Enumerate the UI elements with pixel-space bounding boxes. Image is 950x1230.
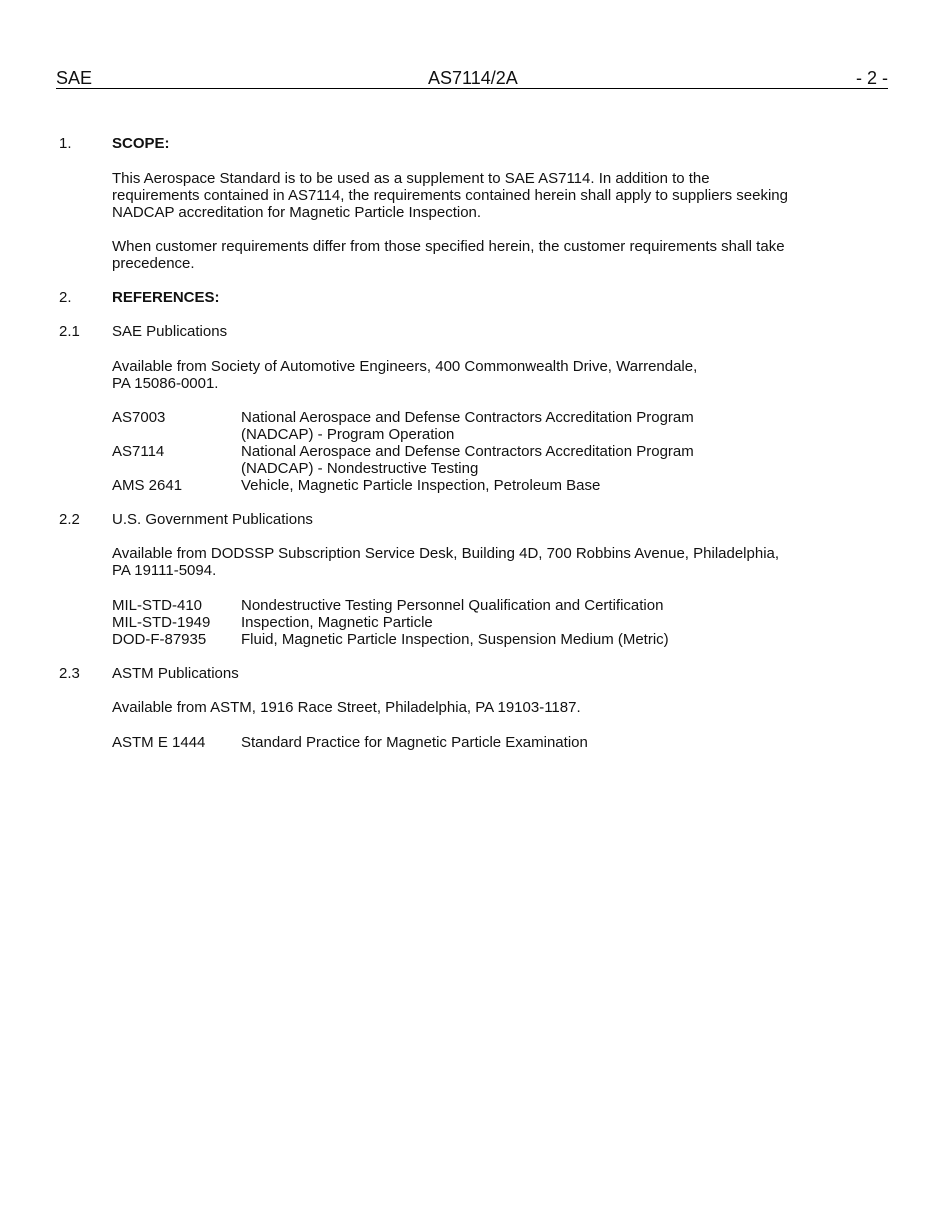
ref-description: Standard Practice for Magnetic Particle Examination	[241, 734, 588, 751]
scope-paragraph-2	[112, 238, 832, 272]
ref-description	[241, 477, 841, 494]
ref-code: AS7003	[112, 409, 166, 426]
section-2-number: 2.	[59, 289, 72, 306]
ref-description: Nondestructive Testing Personnel Qualification and Certification	[241, 597, 664, 614]
ref-code: AMS 2641	[112, 477, 183, 494]
section-2-2-number: 2.2	[59, 511, 80, 528]
text-line: Vehicle, Magnetic Particle Inspection, Petroleum Base	[241, 477, 601, 494]
section-2-3-title: ASTM Publications	[112, 665, 239, 682]
ref-description	[241, 409, 841, 443]
astm-availability	[112, 699, 832, 716]
ref-code: MIL-STD-410	[112, 597, 203, 614]
ref-code: ASTM E 1444	[112, 734, 206, 751]
sae-availability	[112, 358, 832, 392]
text-line: Available from DODSSP Subscription Service Desk, Building 4D, 700 Robbins Avenue, Philadelphia,	[112, 545, 780, 562]
text-line: Available from ASTM, 1916 Race Street, Philadelphia, PA 19103-1187.	[112, 699, 581, 716]
text-line: PA 19111-5094.	[112, 562, 217, 579]
scope-paragraph-1	[112, 170, 832, 221]
section-2-1-title: SAE Publications	[112, 323, 228, 340]
text-line: PA 15086-0001.	[112, 375, 219, 392]
text-line: National Aerospace and Defense Contractors Accreditation Program	[241, 409, 694, 426]
text-line: NADCAP accreditation for Magnetic Particle Inspection.	[112, 204, 482, 221]
header-page-number: - 2 -	[855, 68, 888, 88]
header-doc-id: AS7114/2A	[428, 68, 518, 88]
text-line: requirements contained in AS7114, the requirements contained herein shall apply to suppliers seeking	[112, 187, 788, 204]
gov-availability	[112, 545, 832, 579]
ref-description: Fluid, Magnetic Particle Inspection, Suspension Medium (Metric)	[241, 631, 669, 648]
section-2-2-title: U.S. Government Publications	[112, 511, 313, 528]
text-line: Available from Society of Automotive Engineers, 400 Commonwealth Drive, Warrendale,	[112, 358, 698, 375]
section-1-number: 1.	[59, 135, 72, 152]
text-line: National Aerospace and Defense Contractors Accreditation Program	[241, 443, 694, 460]
ref-code: AS7114	[112, 443, 165, 460]
ref-code: MIL-STD-1949	[112, 614, 211, 631]
text-line: When customer requirements differ from those specified herein, the customer requirements shall take	[112, 238, 785, 255]
section-2-title: REFERENCES:	[112, 289, 220, 306]
text-line: This Aerospace Standard is to be used as a supplement to SAE AS7114. In addition to the	[112, 170, 710, 187]
ref-description	[241, 443, 841, 477]
section-2-1-number: 2.1	[59, 323, 80, 340]
page-header	[56, 68, 888, 89]
ref-description: Inspection, Magnetic Particle	[241, 614, 433, 631]
ref-code: DOD-F-87935	[112, 631, 207, 648]
section-2-3-number: 2.3	[59, 665, 80, 682]
text-line: (NADCAP) - Nondestructive Testing	[241, 460, 479, 477]
header-org: SAE	[56, 68, 93, 88]
text-line: (NADCAP) - Program Operation	[241, 426, 455, 443]
text-line: precedence.	[112, 255, 195, 272]
section-1-title: SCOPE:	[112, 135, 170, 152]
